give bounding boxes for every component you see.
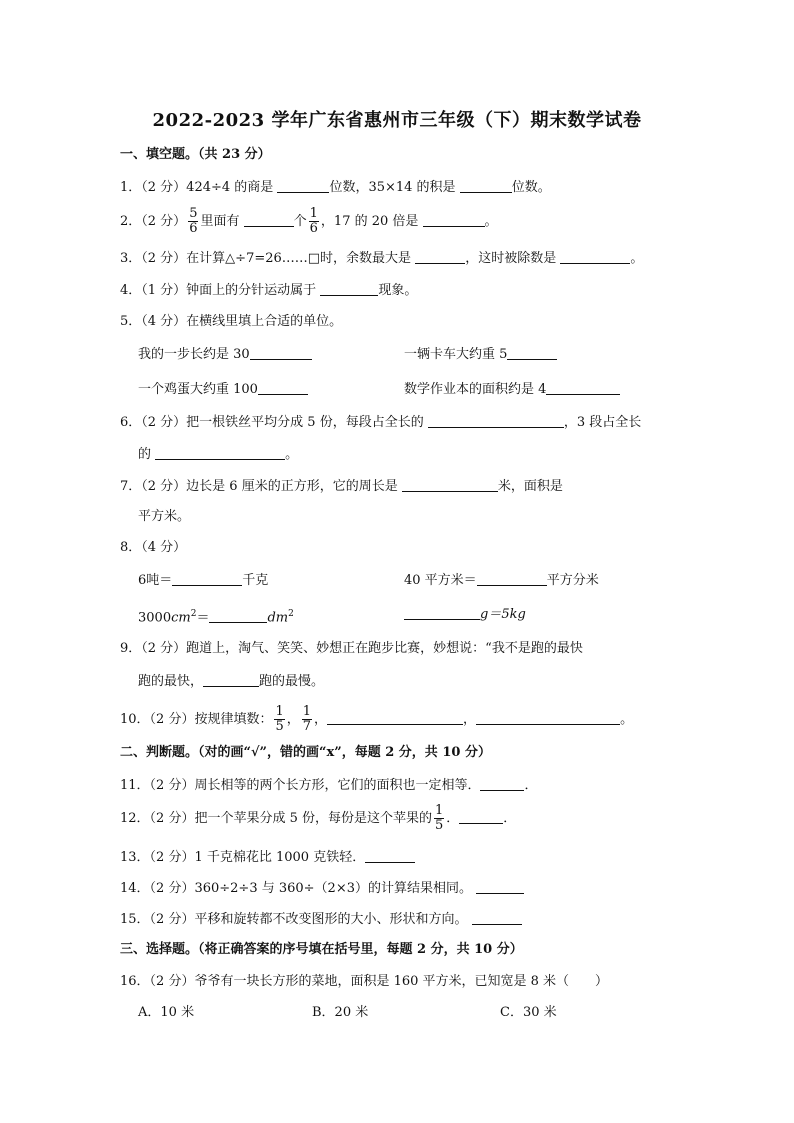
- q3-blank-1[interactable]: [415, 249, 465, 264]
- q16-option-a[interactable]: A．10 米: [138, 1005, 195, 1020]
- question-16: 16．（2 分）爷爷有一块长方形的菜地，面积是 160 平方米，已知宽是 8 米（ ）: [120, 974, 609, 989]
- q2-text-a: 2．（2 分）: [120, 214, 187, 229]
- q5-blank-1[interactable]: [250, 345, 312, 360]
- q6-blank-1[interactable]: [428, 413, 564, 428]
- q2-text-d: ，17 的 20 倍是: [320, 214, 419, 229]
- q2-text-b: 里面有: [200, 214, 240, 229]
- q3-blank-2[interactable]: [560, 249, 630, 264]
- q16-option-c[interactable]: C．30 米: [500, 1005, 557, 1020]
- q1-text-c: 位数。: [511, 180, 551, 195]
- q10-blank-1[interactable]: [327, 710, 463, 725]
- q6-text-b: ，3 段占全长: [563, 415, 642, 430]
- q2-text-e: 。: [484, 214, 498, 229]
- q5-item-3: 一个鸡蛋大约重 100: [138, 380, 308, 399]
- q1-blank-1[interactable]: [277, 178, 329, 193]
- question-3: [120, 249, 643, 268]
- q12-fraction: $\frac{1}{5}$: [434, 803, 444, 833]
- q8-blank-4[interactable]: [404, 605, 480, 620]
- q1-text-b: 位数，35×14 的积是: [329, 180, 456, 195]
- q11-blank[interactable]: [480, 776, 524, 791]
- q12-blank[interactable]: [459, 809, 503, 824]
- q4-text-b: 现象。: [378, 283, 418, 298]
- q7-blank-1[interactable]: [402, 477, 498, 492]
- q10-blank-2[interactable]: [476, 710, 620, 725]
- section-multiple-choice: 三、选择题。（将正确答案的序号填在括号里，每题 2 分，共 10 分）: [120, 942, 523, 957]
- q9-blank-1[interactable]: [203, 672, 259, 687]
- question-4: [120, 281, 417, 300]
- q2-blank-2[interactable]: [423, 212, 485, 227]
- question-11: 11．（2 分）周长相等的两个长方形，它们的面积也一定相等． ．: [120, 778, 538, 793]
- q1-text-a: 1．（2 分）424÷4 的商是: [120, 180, 274, 195]
- section-true-false: 二、判断题。（对的画“√”，错的画“x”，每题 2 分，共 10 分）: [120, 745, 491, 760]
- q5-blank-2[interactable]: [507, 345, 557, 360]
- question-1: [120, 178, 551, 197]
- question-9-cont: 跑的最快， 跑的最慢。: [138, 674, 325, 689]
- q8-item-3: $3000cm^2= dm^2$: [138, 609, 294, 626]
- q2-text-c: 个: [293, 214, 307, 229]
- q3-text-b: ，这时被除数是: [465, 251, 557, 266]
- question-2: [120, 207, 498, 236]
- q2-fraction-2: $\frac{1}{6}$: [309, 206, 318, 236]
- q5-item-1: 我的一步长约是 30: [138, 345, 312, 364]
- page-title: 2022-2023 学年广东省惠州市三年级（下）期末数学试卷: [152, 110, 642, 131]
- q13-blank[interactable]: [365, 848, 415, 863]
- q5-item-2: 一辆卡车大约重 5: [404, 345, 557, 364]
- question-7-cont: 平方米。: [138, 509, 191, 524]
- q7-text-a: 7．（2 分）边长是 6 厘米的正方形，它的周长是: [120, 479, 398, 494]
- q5-blank-4[interactable]: [546, 380, 620, 395]
- section-fill-in: 一、填空题。（共 23 分）: [120, 147, 271, 162]
- question-14: 14．（2 分）360÷2÷3 与 360÷（2×3）的计算结果相同。: [120, 879, 524, 898]
- q8-item-2: 40 平方米＝ 平方分米: [404, 573, 599, 588]
- q8-blank-3[interactable]: [209, 608, 267, 623]
- q1-blank-2[interactable]: [460, 178, 512, 193]
- q10-fraction-2: $\frac{1}{7}$: [302, 704, 312, 734]
- q5-item-4: 数学作业本的面积约是 4: [404, 380, 620, 399]
- q10-text-a: 10．（2 分）按规律填数：: [120, 712, 273, 727]
- q6-blank-2[interactable]: [155, 445, 285, 460]
- q6-text-a: 6．（2 分）把一根铁丝平均分成 5 份，每段占全长的: [120, 415, 424, 430]
- question-10: 10．（2 分）按规律填数： $\frac{1}{5}$ ， $\frac{1}{7}$ ， ， 。: [120, 704, 634, 734]
- q4-blank-1[interactable]: [320, 281, 378, 296]
- q10-fraction-1: $\frac{1}{5}$: [275, 704, 284, 734]
- q3-text-a: 3．（2 分）在计算△÷7=26……□时，余数最大是: [120, 251, 412, 266]
- question-6: [120, 413, 641, 432]
- q4-text-a: 4．（1 分）钟面上的分针运动属于: [120, 283, 317, 298]
- question-6-cont: 的 。: [138, 447, 299, 462]
- q8-blank-2[interactable]: [477, 571, 547, 586]
- question-5: 5．（4 分）在横线里填上合适的单位。: [120, 314, 343, 329]
- q14-blank[interactable]: [476, 879, 524, 894]
- question-12: 12．（2 分）把一个苹果分成 5 份，每份是这个苹果的 $\frac{1}{5}$ ． ．: [120, 803, 517, 833]
- q8-item-4: g＝5kg: [404, 605, 526, 624]
- q7-text-b: 米，面积是: [497, 479, 563, 494]
- question-13: 13．（2 分）1 千克棉花比 1000 克铁轻．: [120, 848, 415, 867]
- q15-blank[interactable]: [472, 910, 522, 925]
- q2-fraction-1: $\frac{5}{6}$: [189, 206, 198, 236]
- q5-blank-3[interactable]: [258, 380, 308, 395]
- q16-option-b[interactable]: B．20 米: [312, 1005, 369, 1020]
- question-7: [120, 477, 563, 496]
- q8-item-1: 6吨＝ 千克: [138, 573, 269, 588]
- question-15: 15．（2 分）平移和旋转都不改变图形的大小、形状和方向。: [120, 910, 522, 929]
- q3-text-c: 。: [630, 251, 644, 266]
- q8-blank-1[interactable]: [172, 571, 242, 586]
- q2-blank-1[interactable]: [244, 212, 294, 227]
- question-9: 9．（2 分）跑道上，淘气、笑笑、妙想正在跑步比赛，妙想说：“我不是跑的最快: [120, 641, 583, 656]
- question-8: 8．（4 分）: [120, 540, 187, 555]
